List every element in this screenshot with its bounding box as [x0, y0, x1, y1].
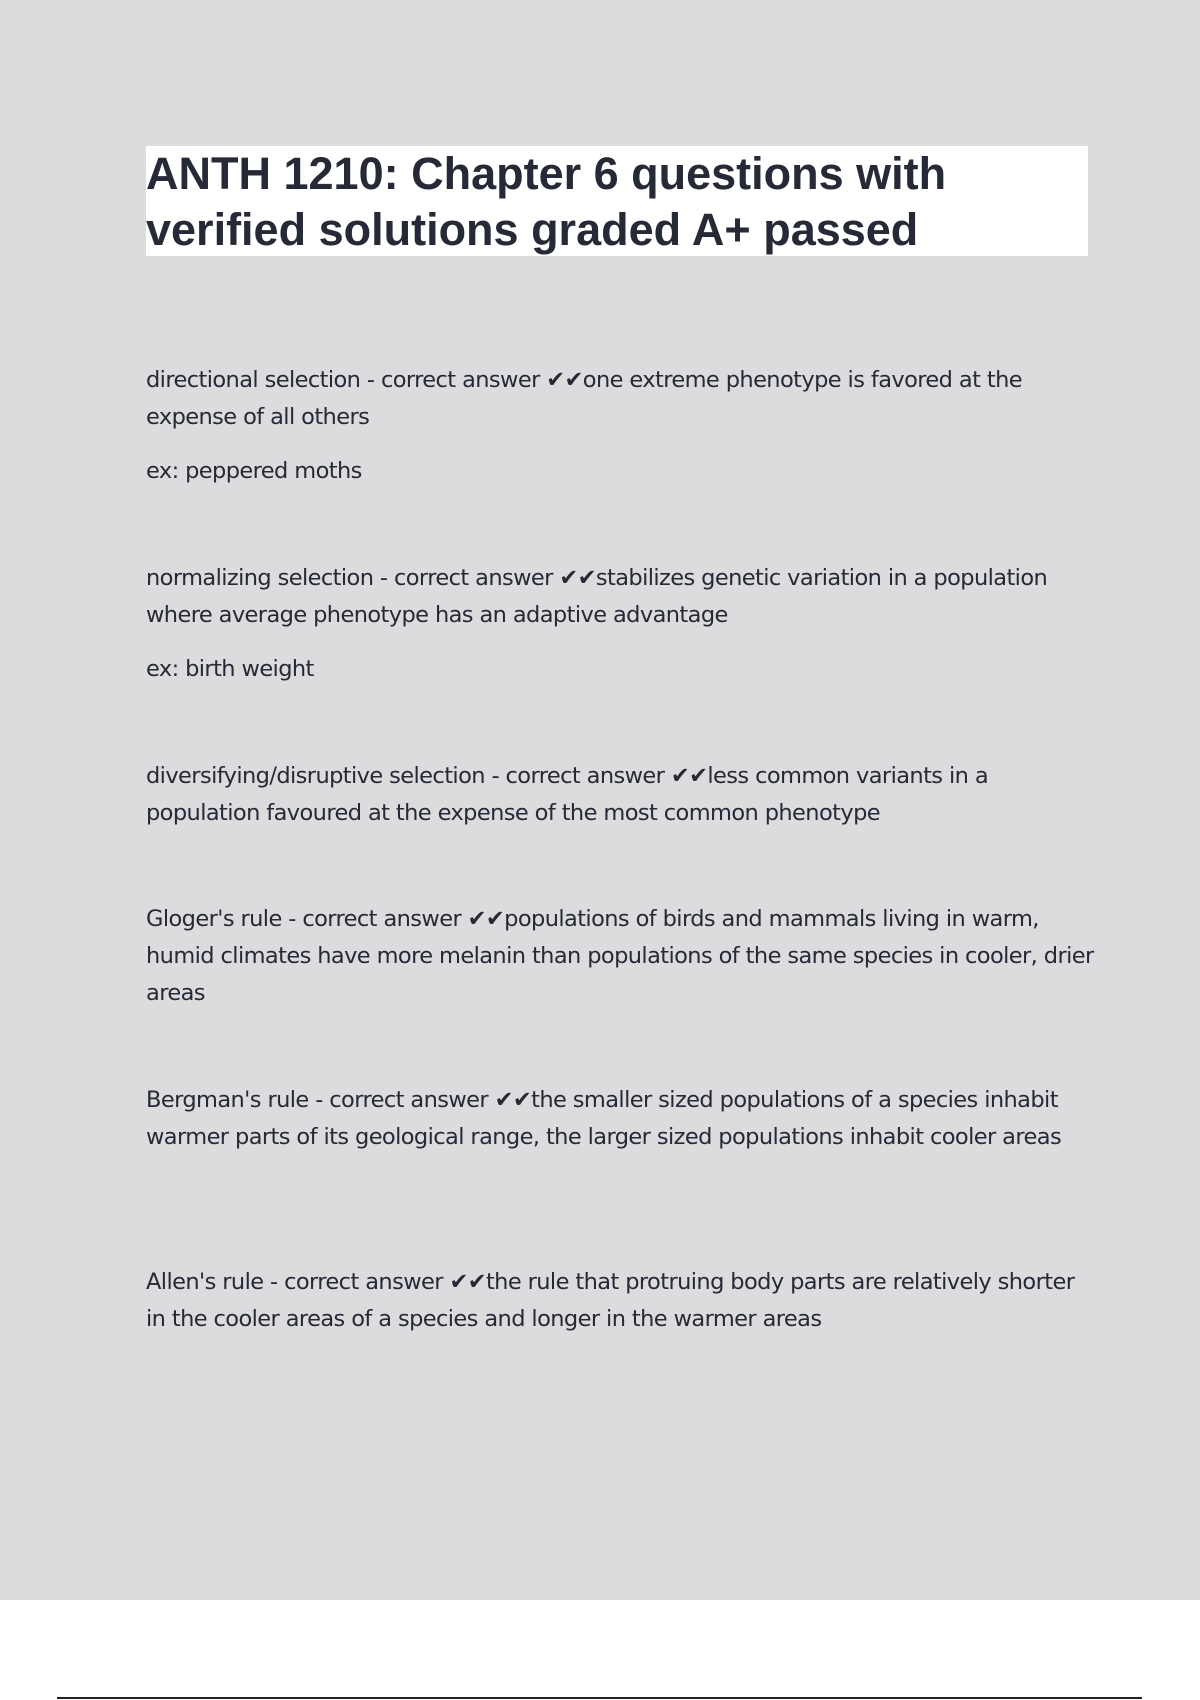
- qa-entry-text: Bergman's rule - correct answer ✔✔the smaller sized populations of a species inhabit warmer parts of its geological range, the larger sized populations inhabit cooler areas: [146, 1087, 1062, 1150]
- qa-entry-text: directional selection - correct answer ✔✔one extreme phenotype is favored at the expense of all others: [146, 367, 1022, 430]
- qa-entry-example: ex: birth weight: [146, 656, 314, 682]
- qa-entry-bergmans-rule: [146, 1082, 1096, 1156]
- document-title: ANTH 1210: Chapter 6 questions with verified solutions graded A+ passed: [146, 148, 947, 255]
- qa-entry-disruptive-selection: [146, 758, 1096, 832]
- qa-entry-example: ex: peppered moths: [146, 458, 362, 484]
- qa-entry-text: Allen's rule - correct answer ✔✔the rule that protruing body parts are relatively shorter in the cooler areas of a species and longer in the warmer areas: [146, 1269, 1075, 1332]
- qa-entry-directional-selection: [146, 362, 1096, 490]
- qa-entry-allens-rule: [146, 1264, 1096, 1338]
- qa-entry-text: diversifying/disruptive selection - correct answer ✔✔less common variants in a population favoured at the expense of the most common phenotype: [146, 763, 989, 826]
- qa-entry-text: normalizing selection - correct answer ✔✔stabilizes genetic variation in a population where average phenotype has an adaptive advantage: [146, 565, 1048, 628]
- qa-entry-glogers-rule: [146, 901, 1096, 1012]
- footer-divider: [57, 1697, 1142, 1699]
- qa-entry-text: Gloger's rule - correct answer ✔✔populations of birds and mammals living in warm, humid climates have more melanin than populations of the same species in cooler, drier areas: [146, 906, 1094, 1006]
- qa-entry-normalizing-selection: [146, 560, 1096, 688]
